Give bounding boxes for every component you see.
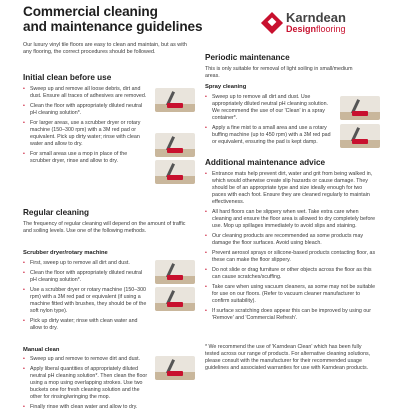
advice-list	[205, 171, 377, 325]
page-title	[23, 4, 202, 34]
karndean-logo	[262, 12, 392, 36]
scrubber-heading: Scrubber dryer/rotary machine	[23, 250, 108, 256]
list-item: • Take care when using vacuum cleaners, as some may not be suitable for use on our floors. (Refer to vacuum cleaner manufacturer to confirm suitability).	[205, 284, 377, 305]
scrubber-machine-icon	[155, 133, 195, 157]
list-item: • Clean the floor with appropriately diluted neutral pH cleaning solution*.	[23, 103, 148, 117]
list-item: • Clean the floor with appropriately diluted neutral pH cleaning solution*.	[23, 270, 148, 284]
list-item: • Use a scrubber dryer or rotary machine (150–300 rpm) with a 3M red pad or equivalent (if using a machine fitted with brushes, they should be of the soft nylon type).	[23, 287, 148, 315]
spray-list	[205, 94, 332, 149]
bucket-mop-icon	[155, 356, 195, 380]
manual-clean-heading: Manual clean	[23, 347, 60, 353]
logo-sub	[286, 24, 346, 34]
periodic-text: This is only suitable for removal of light soiling in small/medium areas.	[205, 66, 353, 79]
scrubber-dryer-icon	[155, 260, 195, 284]
intro-paragraph: Our luxury vinyl tile floors are easy to clean and maintain, but as with any flooring, the correct procedures should be followed.	[23, 42, 187, 56]
title-line-1: Commercial cleaning	[23, 4, 158, 19]
list-item: • Entrance mats help prevent dirt, water and grit from being walked in, which would otherwise create slip hazards or cause damage. They should be of an appropriate type and size ideally enough for two paces with each foot. Ensure they are cleaned regularly to maintain effectiveness.	[205, 171, 377, 206]
title-line-2: and maintenance guidelines	[23, 19, 203, 34]
list-item: • Sweep up to remove all dirt and dust. Use appropriately diluted neutral pH cleaning solution. We recommend the use of our 'Clean' in a spray container*.	[205, 94, 332, 122]
list-item: • For larger areas, use a scrubber dryer or rotary machine (150–300 rpm) with a 3M red pad or equivalent. Pick up dirty water; rinse with clean water and allow to dry.	[23, 120, 148, 148]
list-item: • Pick up dirty water; rinse with clean water and allow to dry.	[23, 318, 148, 332]
advice-heading: Additional maintenance advice	[205, 158, 326, 167]
floor-machine-icon	[155, 160, 195, 184]
scrubber-list	[23, 260, 148, 335]
initial-clean-list	[23, 86, 148, 168]
manual-clean-list	[23, 356, 148, 414]
regular-cleaning-heading: Regular cleaning	[23, 208, 89, 217]
list-item: • For small areas use a mop in place of the scrubber dryer, rinse and allow to dry.	[23, 151, 148, 165]
list-item: • First, sweep up to remove all dirt and dust.	[23, 260, 148, 267]
logo-brand: Karndean	[286, 10, 346, 25]
list-item: • Apply liberal quantities of appropriately diluted neutral pH cleaning solution*. Then clean the floor using a mop using overlapping strokes. Use two buckets one for fresh cleaning solution and the other for rinsing/wringing the mop.	[23, 366, 148, 401]
buffing-machine-icon	[340, 124, 380, 148]
mop-icon	[155, 88, 195, 112]
list-item: • Apply a fine mist to a small area and use a rotary buffing machine (up to 450 rpm) with a 3M red pad or equivalent, ensuring the pad is kept damp.	[205, 125, 332, 146]
rotary-machine-icon	[155, 287, 195, 311]
diamond-logo-icon	[261, 12, 283, 34]
list-item: • Sweep up and remove all loose debris, dirt and dust. Ensure all traces of adhesives are removed.	[23, 86, 148, 100]
list-item: • All hard floors can be slippery when wet. Take extra care when cleaning and ensure the floor area is allowed to dry completely before use. Mop up spillages immediately to avoid slips and staining.	[205, 209, 377, 230]
initial-clean-heading: Initial clean before use	[23, 73, 112, 82]
list-item: • Do not slide or drag furniture or other objects across the floor as this can cause scratches/scuffing.	[205, 267, 377, 281]
spray-heading: Spray cleaning	[205, 84, 247, 90]
list-item: • Finally rinse with clean water and allow to dry.	[23, 404, 148, 411]
logo-sub-bold: Design	[286, 24, 317, 34]
list-item: • Our cleaning products are recommended as some products may damage the floor surfaces. Avoid using bleach.	[205, 233, 377, 247]
list-item: • Sweep up and remove to remove dirt and dust.	[23, 356, 148, 363]
list-item: • Prevent aerosol sprays or silicone-based products contacting floor, as these can make the floor slippery.	[205, 250, 377, 264]
regular-cleaning-text: The frequency of regular cleaning will depend on the amount of traffic and soiling levels. Use one of the following methods.	[23, 221, 186, 234]
periodic-heading: Periodic maintenance	[205, 53, 290, 62]
list-item: • If surface scratching does appear this can be improved by using our 'Remove' and 'Commercial Refresh'.	[205, 308, 377, 322]
footnote: * We recommend the use of 'Karndean Clean' which has been fully tested across our range of products. For alternative cleaning solutions, please consult with the manufacturer for their recommended usage guidelines and associated warranties for use with Karndean products.	[205, 344, 371, 371]
spray-bottle-icon	[340, 96, 380, 120]
logo-sub-light: flooring	[316, 24, 346, 34]
